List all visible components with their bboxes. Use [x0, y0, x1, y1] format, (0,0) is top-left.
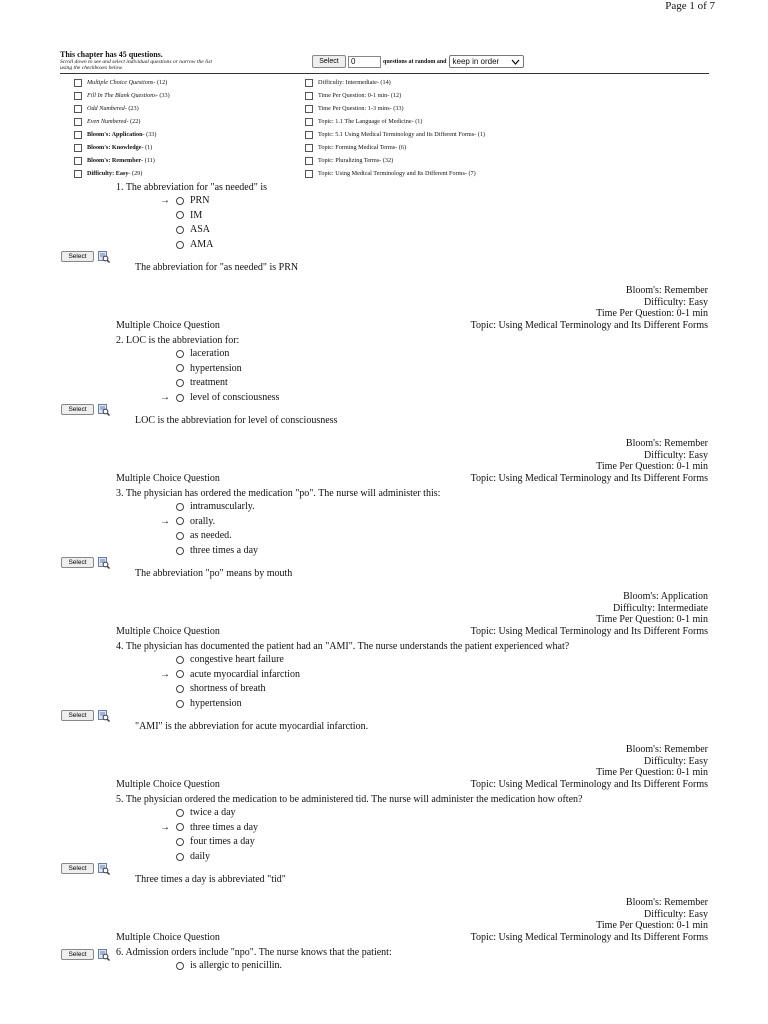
filter-checkbox[interactable] — [305, 79, 313, 87]
blooms-level: Bloom's: Remember — [625, 744, 708, 755]
filter-count: - (22) — [126, 118, 141, 125]
question-metadata — [596, 744, 708, 779]
filter-count: - (11) — [141, 157, 155, 164]
answer-option[interactable] — [160, 545, 258, 556]
answer-explanation: The abbreviation "po" means by mouth — [135, 568, 293, 579]
filter-count: - (6) — [395, 144, 407, 151]
filter-count: - (12) — [387, 92, 402, 99]
question-topic: Topic: Using Medical Terminology and Its Different Forms — [470, 473, 708, 484]
blooms-level: Bloom's: Remember — [625, 285, 708, 296]
question-count-input[interactable]: 0 — [348, 56, 381, 68]
answer-label: three times a day — [190, 545, 259, 557]
filter-count: - (1) — [141, 144, 153, 151]
select-question-button[interactable]: Select — [61, 557, 94, 568]
answer-radio[interactable] — [176, 211, 184, 219]
select-question-button[interactable]: Select — [61, 251, 94, 262]
difficulty-level: Difficulty: Easy — [644, 449, 708, 461]
answer-radio[interactable] — [176, 379, 184, 387]
filter-label: Bloom's: Remember — [87, 157, 142, 164]
question-text: 2. LOC is the abbreviation for: — [116, 335, 240, 346]
filter-count: - (29) — [128, 170, 143, 177]
answer-label: laceration — [190, 348, 230, 359]
answer-option[interactable] — [160, 501, 255, 512]
answer-radio[interactable] — [176, 547, 184, 555]
filter-option — [74, 141, 152, 154]
filter-checkbox[interactable] — [305, 118, 313, 126]
answer-label: intramuscularly. — [190, 501, 255, 512]
answer-label: hypertension — [190, 362, 242, 374]
question-topic: Topic: Using Medical Terminology and Its Different Forms — [470, 779, 708, 790]
question-text: 6. Admission orders include "npo". The nurse knows that the patient: — [116, 947, 392, 958]
question-type: Multiple Choice Question — [116, 626, 220, 637]
filter-label: Odd Numbered — [87, 105, 125, 112]
filter-label: Multiple Choice Questions — [87, 79, 154, 86]
preview-magnifier-icon[interactable] — [98, 250, 110, 262]
time-per-question: Time Per Question: 0-1 min — [596, 767, 708, 778]
filter-label: Difficulty: Easy — [87, 170, 129, 177]
answer-label: acute myocardial infarction — [190, 668, 300, 680]
preview-magnifier-icon[interactable] — [98, 709, 110, 721]
filter-count: - (7) — [464, 170, 476, 177]
answer-option[interactable] — [160, 210, 202, 221]
answer-option[interactable] — [160, 363, 242, 374]
question-type: Multiple Choice Question — [116, 932, 220, 943]
answer-label: three times a day — [190, 821, 259, 833]
filter-checkbox[interactable] — [74, 105, 82, 113]
question-metadata — [596, 438, 708, 473]
filter-checkbox[interactable] — [74, 131, 82, 139]
filter-option — [74, 154, 155, 167]
question-type: Multiple Choice Question — [116, 320, 220, 331]
answer-label: daily — [190, 851, 210, 863]
preview-magnifier-icon[interactable] — [98, 556, 110, 568]
answer-radio[interactable] — [176, 685, 184, 693]
filter-option — [74, 102, 139, 115]
answer-option[interactable] — [160, 807, 236, 818]
filter-option — [305, 141, 406, 154]
question-text: 3. The physician has ordered the medication "po". The nurse will administer this: — [116, 488, 441, 499]
answer-radio[interactable] — [176, 394, 184, 402]
filter-label: Difficulty: Intermediate — [318, 79, 377, 86]
order-select-value: keep in order — [452, 57, 500, 66]
answer-label: twice a day — [190, 807, 236, 818]
chapter-note: Scroll down to see and select individual questions or narrow the list using the checkboxes below. — [60, 59, 213, 72]
filter-checkbox[interactable] — [74, 170, 82, 178]
select-question-button[interactable]: Select — [61, 949, 94, 960]
select-question-button[interactable]: Select — [61, 710, 94, 721]
correct-answer-arrow-icon: → — [160, 392, 170, 404]
blooms-level: Bloom's: Remember — [625, 897, 708, 908]
filter-count: - (32) — [379, 157, 394, 164]
select-question-button[interactable]: Select — [61, 404, 94, 415]
answer-option[interactable] — [160, 530, 232, 541]
filter-option — [305, 154, 393, 167]
filter-label: Topic: Pluralizing Terms — [318, 157, 380, 164]
answer-option[interactable] — [160, 392, 279, 403]
filter-count: - (33) — [155, 92, 170, 99]
filter-checkbox[interactable] — [305, 144, 313, 152]
answer-option[interactable] — [160, 654, 284, 665]
order-select[interactable] — [449, 55, 524, 68]
filter-checkbox[interactable] — [305, 92, 313, 100]
answer-radio[interactable] — [176, 197, 184, 205]
answer-radio[interactable] — [176, 350, 184, 358]
answer-option[interactable] — [160, 669, 300, 680]
question-text: 5. The physician ordered the medication to be administered tid. The nurse will administer the medication how often? — [116, 794, 583, 805]
answer-radio[interactable] — [176, 823, 184, 831]
answer-option[interactable] — [160, 224, 210, 235]
answer-option[interactable] — [160, 239, 213, 250]
answer-label: ASA — [190, 224, 211, 236]
filter-count: - (1) — [474, 131, 485, 138]
filter-option — [305, 128, 485, 141]
answer-radio[interactable] — [176, 226, 184, 234]
answer-explanation: LOC is the abbreviation for level of consciousness — [135, 415, 338, 426]
answer-option[interactable] — [160, 698, 242, 709]
answer-label: orally. — [190, 515, 216, 527]
header-rule — [60, 73, 709, 74]
filter-label: Topic: 5.1 Using Medical Terminology and Its Different Forms — [318, 131, 475, 138]
correct-answer-arrow-icon: → — [160, 515, 170, 527]
answer-option[interactable] — [160, 195, 209, 206]
blooms-level: Bloom's: Remember — [625, 438, 708, 449]
filter-count: - (33) — [142, 131, 157, 138]
answer-label: IM — [190, 209, 203, 221]
answer-label: hypertension — [190, 698, 242, 710]
filter-option — [74, 128, 156, 141]
chevron-down-icon — [511, 59, 520, 65]
page-number: Page 1 of 7 — [665, 0, 715, 12]
answer-option[interactable] — [160, 683, 266, 694]
filter-label: Bloom's: Application — [87, 131, 143, 138]
answer-label: congestive heart failure — [190, 654, 284, 665]
question-metadata — [596, 897, 708, 932]
answer-explanation: The abbreviation for "as needed" is PRN — [135, 262, 299, 273]
question-text: 4. The physician has documented the patient had an "AMI". The nurse understands the patient experienced what? — [116, 641, 570, 652]
answer-radio[interactable] — [176, 962, 184, 970]
time-per-question: Time Per Question: 0-1 min — [596, 461, 708, 472]
answer-option[interactable] — [160, 516, 215, 527]
filter-label: Fill In The Blank Questions — [87, 92, 156, 99]
correct-answer-arrow-icon: → — [160, 821, 170, 833]
select-question-button[interactable]: Select — [61, 863, 94, 874]
question-metadata — [596, 285, 708, 320]
answer-label: four times a day — [190, 836, 255, 848]
difficulty-level: Difficulty: Intermediate — [612, 602, 708, 614]
answer-radio[interactable] — [176, 670, 184, 678]
answer-radio[interactable] — [176, 503, 184, 511]
question-type: Multiple Choice Question — [116, 473, 220, 484]
answer-label: level of consciousness — [190, 392, 280, 404]
filter-label: Time Per Question: 1-3 mins — [318, 105, 390, 112]
question-topic: Topic: Using Medical Terminology and Its Different Forms — [470, 626, 708, 637]
answer-explanation: Three times a day is abbreviated "tid" — [135, 874, 286, 885]
filter-option — [305, 102, 404, 115]
question-topic: Topic: Using Medical Terminology and Its Different Forms — [470, 320, 708, 331]
filter-checkbox[interactable] — [74, 92, 82, 100]
filter-option — [74, 167, 142, 180]
filter-count: - (14) — [376, 79, 391, 86]
filter-checkbox[interactable] — [305, 170, 313, 178]
random-select-controls — [312, 55, 524, 68]
filter-label: Bloom's: Knowledge — [87, 144, 142, 151]
answer-label: AMA — [190, 239, 214, 251]
answer-label: treatment — [190, 377, 228, 389]
answer-option[interactable] — [160, 836, 255, 847]
filter-option — [74, 76, 167, 89]
answer-label: is allergic to penicillin. — [190, 960, 283, 971]
time-per-question: Time Per Question: 0-1 min — [596, 920, 708, 931]
filter-checkbox[interactable] — [74, 79, 82, 87]
question-text: 1. The abbreviation for "as needed" is — [116, 182, 267, 193]
answer-radio[interactable] — [176, 809, 184, 817]
filter-option — [305, 89, 401, 102]
filter-option — [305, 76, 391, 89]
answer-option[interactable] — [160, 822, 258, 833]
filter-count: - (1) — [411, 118, 423, 125]
difficulty-level: Difficulty: Easy — [644, 296, 708, 308]
filter-option — [74, 115, 140, 128]
preview-magnifier-icon[interactable] — [98, 862, 110, 874]
filter-label: Topic: 1.1 The Language of Medicine — [318, 118, 412, 125]
filter-checkbox[interactable] — [305, 105, 313, 113]
answer-label: shortness of breath — [190, 683, 266, 695]
filter-label: Time Per Question: 0-1 min — [318, 92, 388, 99]
preview-magnifier-icon[interactable] — [98, 403, 110, 415]
answer-option[interactable] — [160, 851, 210, 862]
filter-count: - (23) — [124, 105, 139, 112]
filter-label: Even Numbered — [87, 118, 127, 125]
preview-magnifier-icon[interactable] — [98, 948, 110, 960]
answer-radio[interactable] — [176, 532, 184, 540]
filter-option — [74, 89, 170, 102]
random-text: questions at random and — [383, 58, 447, 65]
answer-radio[interactable] — [176, 517, 184, 525]
answer-radio[interactable] — [176, 838, 184, 846]
correct-answer-arrow-icon: → — [160, 195, 170, 206]
filter-count: - (33) — [389, 105, 404, 112]
filter-count: - (12) — [153, 79, 168, 86]
question-type: Multiple Choice Question — [116, 779, 220, 790]
blooms-level: Bloom's: Application — [623, 591, 708, 602]
filter-checkbox[interactable] — [305, 131, 313, 139]
answer-radio[interactable] — [176, 700, 184, 708]
difficulty-level: Difficulty: Easy — [644, 908, 708, 920]
answer-radio[interactable] — [176, 656, 184, 664]
answer-option[interactable] — [160, 348, 229, 359]
chapter-title: This chapter has 45 questions. — [60, 50, 163, 59]
filter-checkbox[interactable] — [74, 157, 82, 165]
filter-checkbox[interactable] — [74, 118, 82, 126]
answer-explanation: "AMI" is the abbreviation for acute myocardial infarction. — [135, 721, 369, 732]
filter-checkbox[interactable] — [305, 157, 313, 165]
answer-radio[interactable] — [176, 853, 184, 861]
answer-option[interactable] — [160, 377, 228, 388]
time-per-question: Time Per Question: 0-1 min — [596, 308, 708, 319]
answer-radio[interactable] — [176, 364, 184, 372]
difficulty-level: Difficulty: Easy — [644, 755, 708, 767]
filter-checkbox[interactable] — [74, 144, 82, 152]
random-select-button[interactable]: Select — [312, 55, 346, 68]
answer-option[interactable] — [160, 960, 282, 971]
filter-label: Topic: Using Medical Terminology and Its Different Forms — [318, 170, 465, 177]
filter-label: Topic: Forming Medical Terms — [318, 144, 396, 151]
filter-option — [305, 167, 476, 180]
filter-option — [305, 115, 422, 128]
question-topic: Topic: Using Medical Terminology and Its Different Forms — [470, 932, 708, 943]
answer-radio[interactable] — [176, 241, 184, 249]
correct-answer-arrow-icon: → — [160, 668, 170, 680]
answer-label: as needed. — [190, 530, 232, 542]
question-metadata — [596, 591, 708, 626]
answer-label: PRN — [190, 195, 210, 206]
time-per-question: Time Per Question: 0-1 min — [596, 614, 708, 625]
